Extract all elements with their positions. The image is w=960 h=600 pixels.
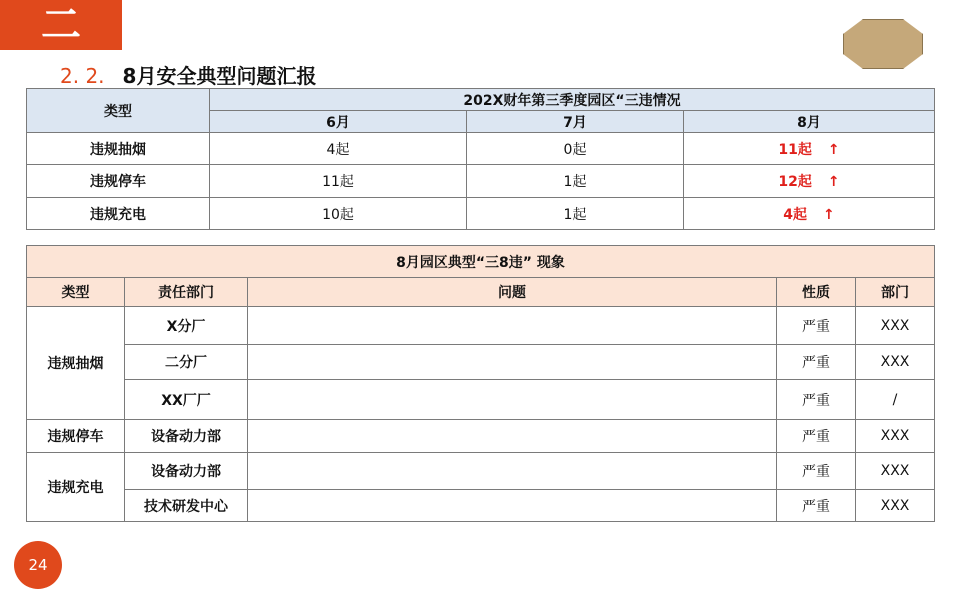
cell-issue — [248, 420, 777, 453]
table-row — [27, 453, 935, 490]
header-type: 类型 — [27, 89, 210, 133]
cell-owner: XXX — [856, 307, 935, 345]
cell-nature: 严重 — [777, 490, 856, 522]
cell-nature: 严重 — [777, 453, 856, 490]
decorative-octagon-shape — [843, 19, 923, 69]
cell-nature: 严重 — [777, 307, 856, 345]
cell-owner: XXX — [856, 490, 935, 522]
up-arrow-icon: ↑ — [823, 206, 835, 223]
up-arrow-icon: ↑ — [827, 141, 840, 158]
cell-nature: 严重 — [777, 380, 856, 420]
typical-violations-table — [26, 245, 935, 522]
cell-issue — [248, 307, 777, 345]
cell-june: 11起 — [210, 165, 467, 198]
header-quarter-group: 202X财年第三季度园区“三违情况 — [210, 89, 935, 111]
up-arrow-icon: ↑ — [827, 174, 840, 190]
table-row — [27, 307, 935, 345]
group-type: 违规停车 — [27, 420, 125, 453]
cell-nature: 严重 — [777, 345, 856, 380]
cell-nature: 严重 — [777, 420, 856, 453]
row-type: 违规充电 — [27, 198, 210, 230]
section-corner-badge: 二 — [0, 0, 122, 50]
col-header-type: 类型 — [27, 278, 125, 307]
cell-august — [684, 198, 935, 230]
august-count: 4起 — [783, 206, 808, 223]
cell-owner: XXX — [856, 345, 935, 380]
header-month-6: 6月 — [210, 111, 467, 133]
cell-august — [684, 133, 935, 165]
table-row — [27, 380, 935, 420]
cell-issue — [248, 453, 777, 490]
cell-dept: 技术研发中心 — [125, 490, 248, 522]
cell-august — [684, 165, 935, 198]
col-header-responsible-dept: 责任部门 — [125, 278, 248, 307]
cell-dept: X分厂 — [125, 307, 248, 345]
table-row — [27, 420, 935, 453]
cell-owner: / — [856, 380, 935, 420]
header-month-7: 7月 — [467, 111, 684, 133]
group-type: 违规抽烟 — [27, 307, 125, 420]
cell-issue — [248, 380, 777, 420]
section-heading — [60, 60, 316, 86]
august-count: 11起 — [778, 141, 812, 158]
table-row — [27, 345, 935, 380]
table-row — [27, 165, 935, 198]
page-number-badge: 24 — [14, 541, 62, 589]
cell-dept: 设备动力部 — [125, 453, 248, 490]
cell-dept: 二分厂 — [125, 345, 248, 380]
detail-table-title: 8月园区典型“三8违” 现象 — [27, 246, 935, 278]
cell-owner: XXX — [856, 453, 935, 490]
col-header-department: 部门 — [856, 278, 935, 307]
cell-owner: XXX — [856, 420, 935, 453]
row-type: 违规停车 — [27, 165, 210, 198]
col-header-issue: 问题 — [248, 278, 777, 307]
cell-july: 1起 — [467, 198, 684, 230]
table-row — [27, 198, 935, 230]
section-number: 2. 2. — [60, 64, 105, 88]
august-count: 12起 — [778, 174, 812, 190]
cell-dept: 设备动力部 — [125, 420, 248, 453]
col-header-nature: 性质 — [777, 278, 856, 307]
table-row — [27, 490, 935, 522]
cell-june: 4起 — [210, 133, 467, 165]
cell-dept: XX厂厂 — [125, 380, 248, 420]
cell-june: 10起 — [210, 198, 467, 230]
cell-july: 1起 — [467, 165, 684, 198]
row-type: 违规抽烟 — [27, 133, 210, 165]
table-row — [27, 133, 935, 165]
monthly-violations-table — [26, 88, 935, 230]
cell-issue — [248, 490, 777, 522]
cell-july: 0起 — [467, 133, 684, 165]
header-month-8: 8月 — [684, 111, 935, 133]
cell-issue — [248, 345, 777, 380]
section-title: 8月安全典型问题汇报 — [122, 64, 317, 88]
group-type: 违规充电 — [27, 453, 125, 522]
